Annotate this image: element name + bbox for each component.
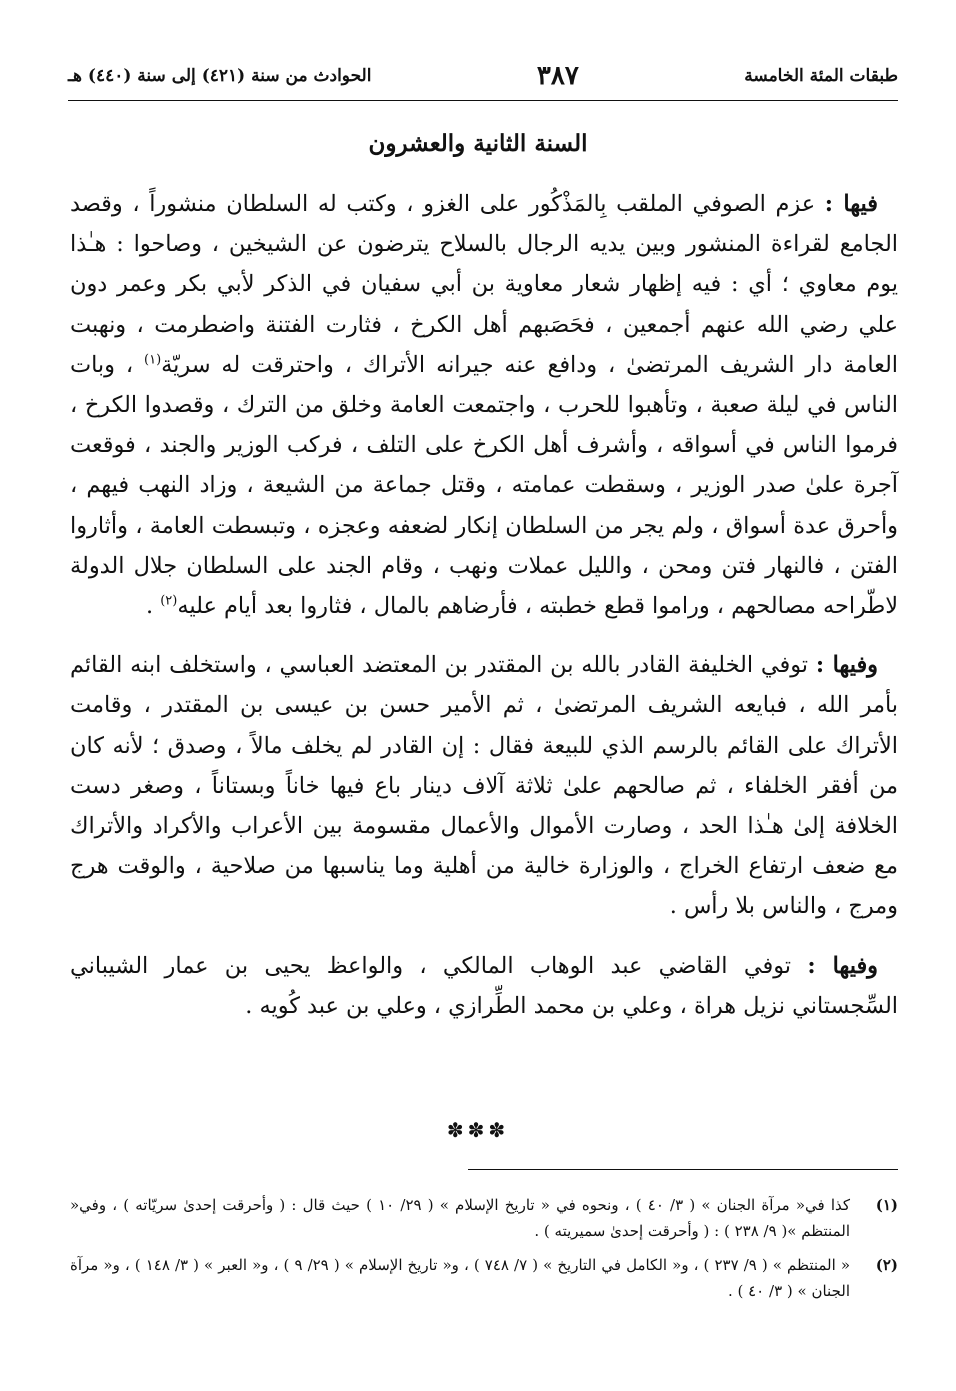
section-range-header: الحوادث من سنة (٤٢١) إلى سنة (٤٤٠) هـ: [68, 66, 372, 86]
paragraph-lead: وفيها :: [807, 952, 878, 979]
footnote-text: « المنتظم » ( ٩/ ٢٣٧ ) ، و« الكامل في التاريخ » ( ٧/ ٧٤٨ ) ، و« تاريخ الإسلام » ( ٢٩/ ٩ ) ، و« العبر » ( ٣/ ١٤٨ ) ، و« مرآة الجنان » ( ٣/ ٤٠ ) .: [70, 1256, 851, 1300]
page-number: ٣٨٧: [536, 61, 579, 91]
paragraph-2: [70, 645, 898, 926]
footnote-1: [70, 1192, 898, 1244]
paragraph-text: توفي الخليفة القادر بالله بن المقتدر بن المعتضد العباسي ، واستخلف ابنه القائم بأمر الله ، فبايعه الشريف المرتضىٰ ، ثم الأمير حسن بن عيسى بن المقتدر ، وقامت الأتراك على القائم بالرسم الذي للبيعة فقال : إن القادر لم يخلف مالاً ، وصدق ؛ لأنه كان من أفقر الخلفاء ، ثم صالحهم علىٰ ثلاثة آلاف دينار باع فيها خاناً وبستاناً ، وصغر دست الخلافة إلىٰ هـٰذا الحد ، وصارت الأموال والأعمال مقسومة بين الأعراب والأكراد والأتراك مع ضعف ارتفاع الخراج ، والوزارة خالية من أهلية وما يناسبها من صلاحية ، والوقت هرج ومرج ، والناس بلا رأس .: [70, 652, 898, 920]
paragraph-text: توفي القاضي عبد الوهاب المالكي ، والواعظ يحيى بن عمار الشيباني السِّجستاني نزيل هراة ، وعلي بن محمد الطِّرازي ، وعلي بن عبد كُويه .: [70, 952, 898, 1019]
paragraph-text: .: [145, 593, 161, 620]
footnote-text: كذا في« مرآة الجنان » ( ٣/ ٤٠ ) ، ونحوه في « تاريخ الإسلام » ( ٢٩/ ١٠ ) حيث قال : ( وأحرقت إحدىٰ سريّاته ) ، وفي« المنتظم »( ٩/ ٢٣٨ ) : ( وأحرقت إحدىٰ سميريته ) .: [70, 1196, 851, 1240]
paragraph-text: ، وبات الناس في ليلة صعبة ، وتأهبوا للحرب ، واجتمعت العامة وخلق من الترك ، وقصدوا الكرخ ، فرموا الناس في أسواقه ، وأشرف أهل الكرخ على التلف ، فركب الوزير والجند ، فوقعت آجرة علىٰ صدر الوزير ، وسقطت عمامته ، وقتل جماعة من الشيعة ، وزاد النهب فيهم ، وأحرق عدة أسواق ، ولم يجر من السلطان إنكار لضعفه وعجزه ، وتبسطت العامة ، وأثاروا الفتن ، فالنهار فتن ومحن ، والليل عملات ونهب ، وقام الجند على السلطان جلال الدولة لاطّراحه مصالحهم ، وراموا قطع خطبته ، فأرضاهم بالمال ، فثاروا بعد أيام عليه: [70, 351, 898, 620]
running-header: [68, 56, 898, 96]
footnote-number: (١): [875, 1196, 898, 1214]
footnote-2: [70, 1252, 898, 1304]
paragraph-3: [70, 946, 898, 1026]
paragraph-lead: فيها :: [824, 191, 878, 217]
book-title-header: طبقات المئة الخامسة: [744, 66, 898, 86]
section-separator: ✽✽✽: [446, 1118, 510, 1142]
footnote-ref-1[interactable]: (١): [144, 352, 162, 368]
section-title: السنة الثانية والعشرون: [368, 130, 588, 157]
footnote-rule: [468, 1169, 898, 1170]
header-rule: [68, 100, 898, 101]
footnotes: [70, 1192, 898, 1312]
paragraph-lead: وفيها :: [815, 652, 878, 679]
main-text: [70, 184, 898, 1026]
paragraph-1: [70, 184, 898, 626]
footnote-ref-2[interactable]: (٢): [160, 593, 178, 609]
paragraph-text: عزم الصوفي الملقب بِالمَذْكُور على الغزو ، وكتب له السلطان منشوراً ، وقصد الجامع لقراءة المنشور وبين يديه الرجال بالسلاح يترضون عن الشيخين ، وصاحوا : هـٰذا يوم معاوي ؛ أي : فيه إظهار شعار معاوية بن أبي سفيان في الذكر لأبي بكر وعمر دون علي رضي الله عنهم أجمعين ، فحَصَبهم أهل الكرخ ، فثارت الفتنة واضطرمت ، ونهبت العامة دار الشريف المرتضىٰ ، ودافع عنه جيرانه الأتراك ، واحترقت له سريّة: [70, 191, 898, 378]
footnote-number: (٢): [875, 1256, 898, 1274]
